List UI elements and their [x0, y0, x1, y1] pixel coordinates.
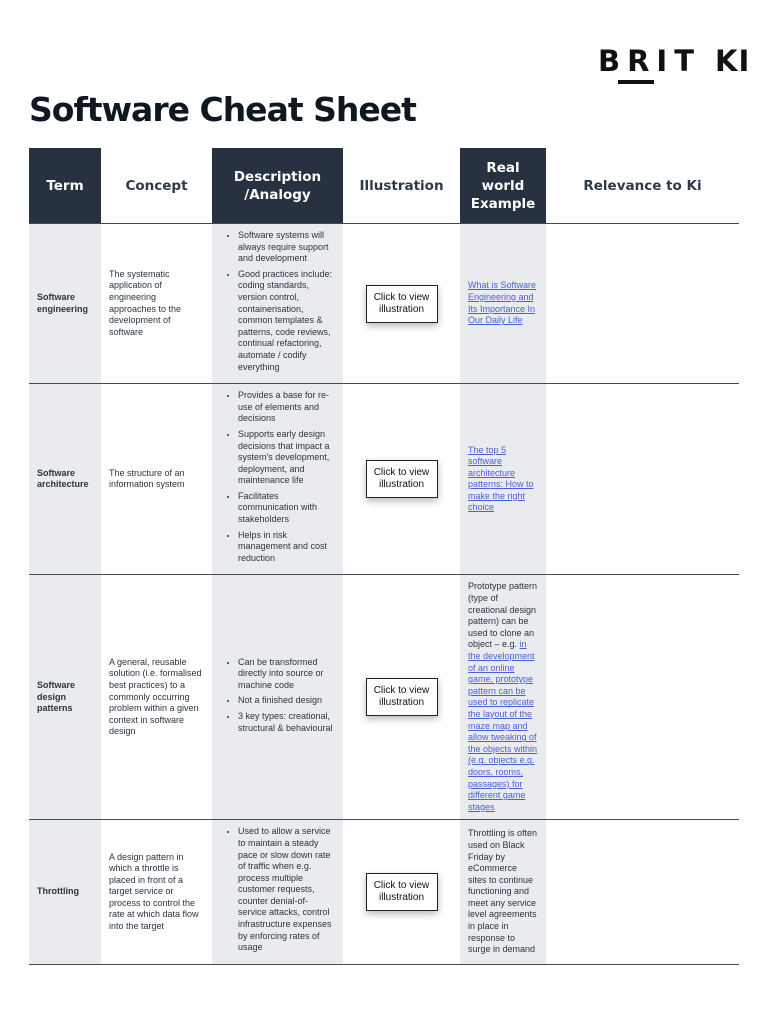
concept-cell: The structure of an information system	[101, 384, 212, 575]
term-cell: Software architecture	[29, 384, 101, 575]
term-cell: Software design patterns	[29, 575, 101, 820]
term-cell: Throttling	[29, 820, 101, 965]
table-row	[29, 224, 739, 384]
illustration-cell	[343, 820, 460, 965]
relevance-cell	[546, 820, 739, 965]
description-cell	[212, 224, 343, 384]
example-link[interactable]: What is Software Engineering and Its Importance In Our Daily Life	[468, 280, 537, 326]
illustration-cell	[343, 384, 460, 575]
relevance-cell	[546, 224, 739, 384]
cheat-sheet-table	[29, 148, 739, 965]
view-illustration-button[interactable]: Click to view illustration	[366, 285, 438, 323]
header-relevance: Relevance to Ki	[546, 148, 739, 224]
example-cell	[460, 384, 546, 575]
description-bullet: • Can be transformed directly into source or machine code	[238, 657, 335, 692]
example-cell	[460, 820, 546, 965]
description-cell	[212, 575, 343, 820]
example-link[interactable]: in the development of an online game, prototype pattern can be used to replicate the layout of the maze map and allow tweaking of the objects within (e.g. objects e.g. doors, rooms, passages) for different game stages	[468, 639, 538, 812]
concept-cell: The systematic application of engineering approaches to the development of software	[101, 224, 212, 384]
header-concept: Concept	[101, 148, 212, 224]
example-text: Throttling is often used on Black Friday by eCommerce sites to continue functioning and meet any service level agreements in place in response to surge in demand	[468, 828, 538, 955]
description-list	[220, 826, 335, 954]
table-header-row	[29, 148, 739, 224]
illustration-cell	[343, 224, 460, 384]
description-bullet: • Used to allow a service to maintain a steady pace or slow down rate of traffic when e.g. process multiple customer requests, counter denial-of-service attacks, control infrastructure expenses by enforcing rates of usage	[238, 826, 335, 954]
description-bullet: • 3 key types: creational, structural & behavioural	[238, 711, 335, 734]
relevance-cell	[546, 384, 739, 575]
example-cell	[460, 224, 546, 384]
example-cell	[460, 575, 546, 820]
brand-suffix: KI	[715, 44, 751, 78]
brand-word: BRIT	[598, 44, 702, 78]
description-bullet: • Not a finished design	[238, 695, 335, 707]
concept-cell: A general, reusable solution (i.e. formalised best practices) to a commonly occurring problem within a given context in software design	[101, 575, 212, 820]
description-bullet: • Software systems will always require support and development	[238, 230, 335, 265]
description-list	[220, 657, 335, 735]
term-cell: Software engineering	[29, 224, 101, 384]
description-bullet: • Facilitates communication with stakeholders	[238, 491, 335, 526]
description-bullet: • Provides a base for re-use of elements and decisions	[238, 390, 335, 425]
brand-logo	[598, 44, 750, 78]
description-cell	[212, 384, 343, 575]
concept-cell: A design pattern in which a throttle is placed in front of a target service or process to control the rate at which data flow into the target	[101, 820, 212, 965]
page-title: Software Cheat Sheet	[29, 90, 416, 129]
header-term: Term	[29, 148, 101, 224]
view-illustration-button[interactable]: Click to view illustration	[366, 678, 438, 716]
header-illustration: Illustration	[343, 148, 460, 224]
view-illustration-button[interactable]: Click to view illustration	[366, 460, 438, 498]
description-bullet: • Good practices include: coding standards, version control, containerisation, common templates & patterns, code reviews, continual refactoring, automate / codify everything	[238, 269, 335, 373]
table-row	[29, 575, 739, 820]
illustration-cell	[343, 575, 460, 820]
description-list	[220, 230, 335, 373]
table-row	[29, 820, 739, 965]
example-text: Prototype pattern (type of creational design pattern) can be used to clone an object – e.g.	[468, 581, 538, 650]
view-illustration-button[interactable]: Click to view illustration	[366, 873, 438, 911]
description-cell	[212, 820, 343, 965]
relevance-cell	[546, 575, 739, 820]
description-bullet: • Helps in risk management and cost reduction	[238, 530, 335, 565]
description-bullet: • Supports early design decisions that impact a system's development, deployment, and maintenance life	[238, 429, 335, 487]
header-description: Description /Analogy	[212, 148, 343, 224]
table-row	[29, 384, 739, 575]
example-link[interactable]: The top 5 software architecture patterns: How to make the right choice	[468, 444, 534, 513]
brand-underline	[618, 80, 654, 84]
header-example: Real world Example	[460, 148, 546, 224]
description-list	[220, 390, 335, 564]
